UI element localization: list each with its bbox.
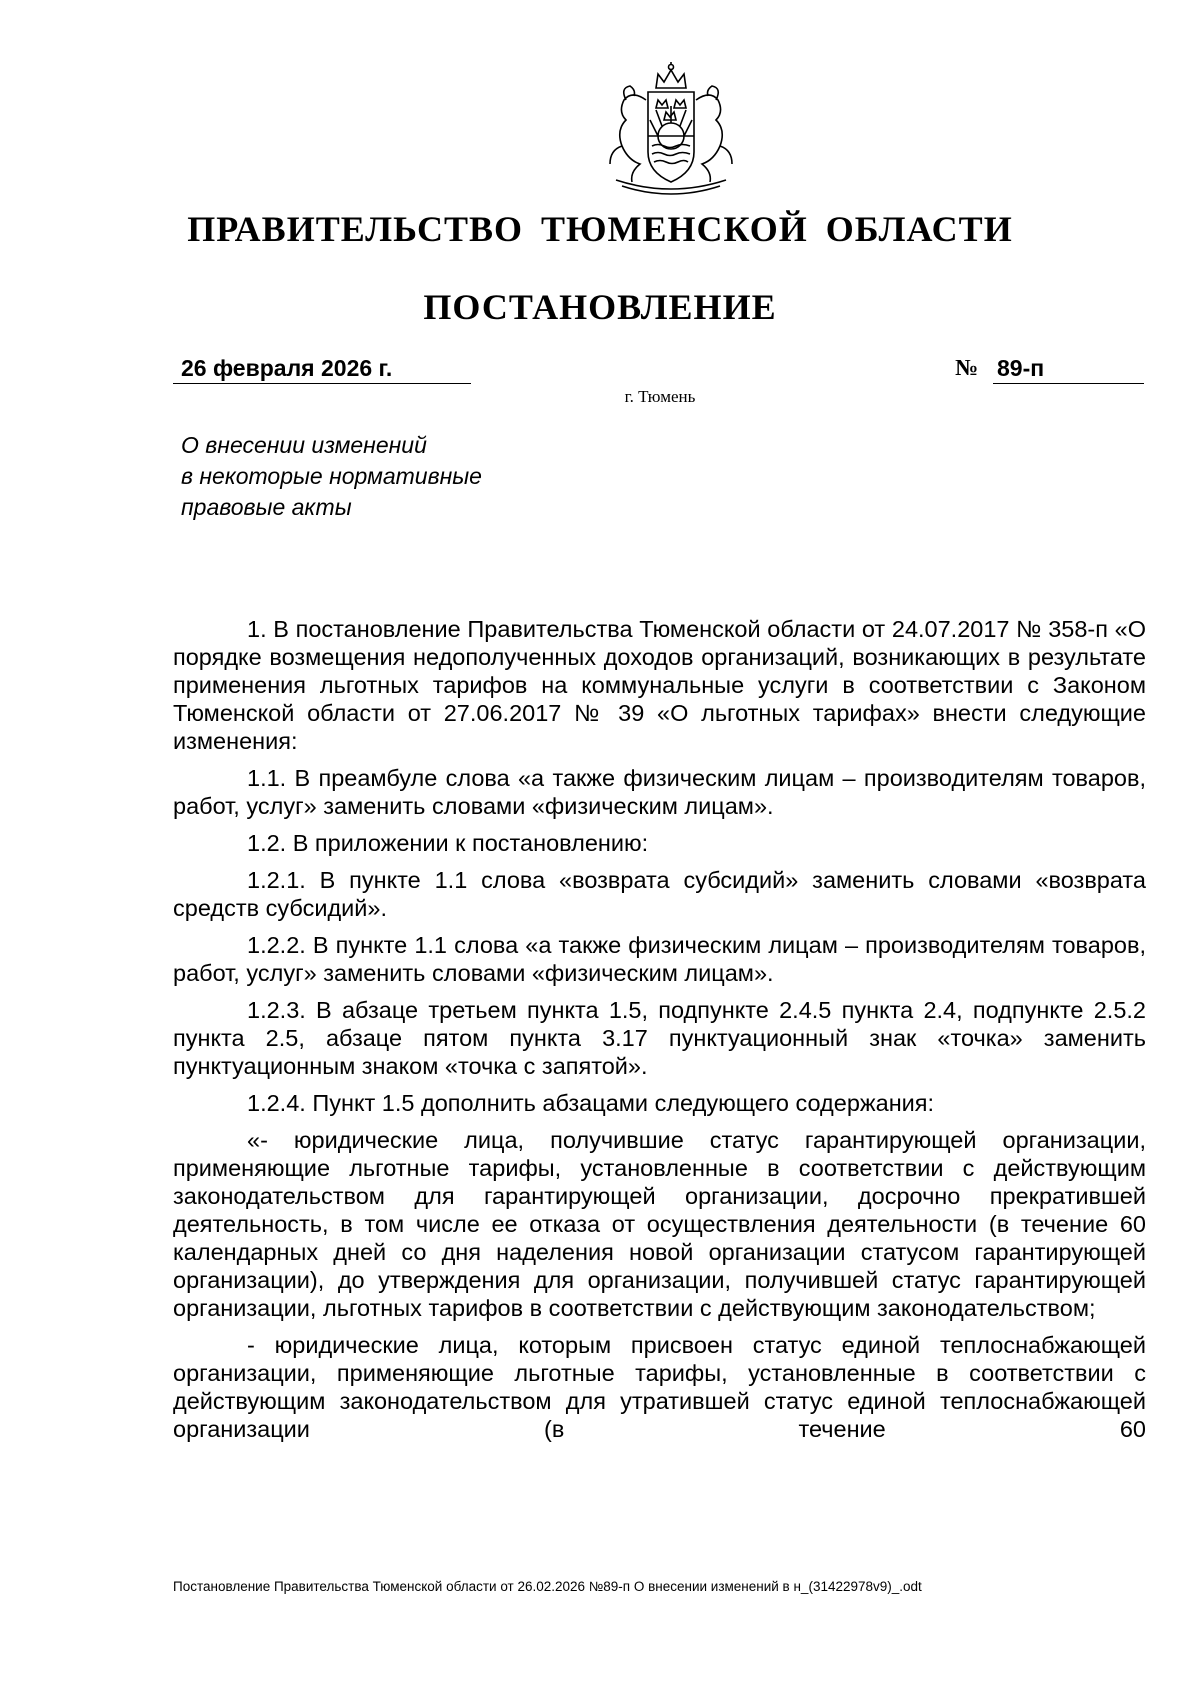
subject-line: О внесении изменений xyxy=(181,432,427,458)
body-paragraph: «- юридические лица, получившие статус гарантирующей организации, применяющие льготные тарифы, установленные в соответствии с действующим законодательством для гарантирующей организации, досрочно прекратившей деятельность, в том числе ее отказа от осуществления деятельности (в течение 60 календарных дней со дня наделения новой организации статусом гарантирующей организации), до утверждения для организации, получившей статус гарантирующей организации, льготных тарифов в соответствии с действующим законодательством; xyxy=(173,1127,1146,1321)
page-footer: Постановление Правительства Тюменской области от 26.02.2026 №89-п О внесении изменений в н_(31422978v9)_.odt xyxy=(173,1579,922,1594)
body-paragraph: 1. В постановление Правительства Тюменской области от 24.07.2017 № 358-п «О порядке возмещения недополученных доходов организаций, возникающих в результате применения льготных тарифов на коммунальные услуги в соответствии с Законом Тюменской области от 27.06.2017 № 39 «О льготных тарифах» внести следующие изменения: xyxy=(173,616,1146,754)
city-label: г. Тюмень xyxy=(624,387,696,406)
subject-line: в некоторые нормативные xyxy=(181,463,482,489)
body-paragraph: 1.2.4. Пункт 1.5 дополнить абзацами следующего содержания: xyxy=(247,1090,935,1116)
document-number: 89-п xyxy=(993,353,1144,384)
body-paragraph: 1.1. В преамбуле слова «а также физическим лицам – производителям товаров, работ, услуг» заменить словами «физическим лицам». xyxy=(173,765,1146,819)
body-paragraph: 1.2.3. В абзаце третьем пункта 1.5, подпункте 2.4.5 пункта 2.4, подпункте 2.5.2 пункта 2.5, абзаце пятом пункта 3.17 пунктуационный знак «точка» заменить пунктуационным знаком «точка с запятой». xyxy=(173,997,1146,1079)
document-body xyxy=(173,615,1146,1452)
document-subject xyxy=(181,430,482,523)
body-paragraph: 1.2.2. В пункте 1.1 слова «а также физическим лицам – производителям товаров, работ, услуг» заменить словами «физическим лицам». xyxy=(173,932,1146,986)
body-paragraph: - юридические лица, которым присвоен статус единой теплоснабжающей организации, применяющие льготные тарифы, установленные в соответствии с действующим законодательством для утратившей статус единой теплоснабжающей организации (в течение 60 xyxy=(173,1332,1146,1442)
document-type-heading: ПОСТАНОВЛЕНИЕ xyxy=(423,287,777,327)
number-sign: № xyxy=(955,355,979,380)
government-title: ПРАВИТЕЛЬСТВО ТЮМЕНСКОЙ ОБЛАСТИ xyxy=(187,209,1013,249)
subject-line: правовые акты xyxy=(181,494,352,520)
coat-of-arms-emblem xyxy=(596,60,746,200)
body-paragraph: 1.2.1. В пункте 1.1 слова «возврата субсидий» заменить словами «возврата средств субсидий». xyxy=(173,867,1146,921)
body-paragraph: 1.2. В приложении к постановлению: xyxy=(247,830,649,856)
document-date: 26 февраля 2026 г. xyxy=(173,353,471,384)
